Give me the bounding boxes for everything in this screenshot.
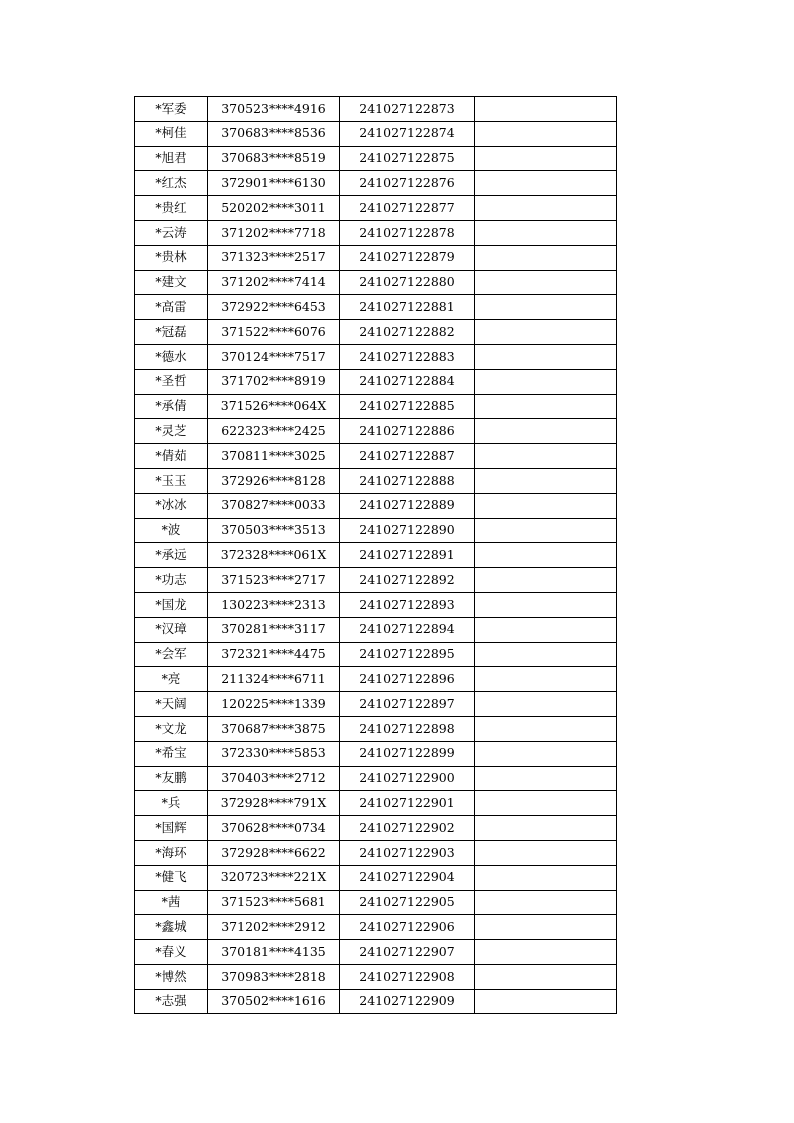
name-cell: *德水: [135, 344, 208, 369]
id-number-cell: 370403****2712: [208, 766, 340, 791]
remarks-cell: [475, 592, 617, 617]
name-cell: *旭君: [135, 146, 208, 171]
id-number-cell: 371202****2912: [208, 915, 340, 940]
table-row: [135, 320, 617, 345]
exam-number-cell: 241027122892: [340, 568, 475, 593]
name-cell: *茜: [135, 890, 208, 915]
remarks-cell: [475, 419, 617, 444]
exam-number-cell: 241027122885: [340, 394, 475, 419]
exam-number-cell: 241027122893: [340, 592, 475, 617]
table-row: [135, 766, 617, 791]
name-cell: *贵红: [135, 196, 208, 221]
remarks-cell: [475, 617, 617, 642]
name-cell: *健飞: [135, 865, 208, 890]
table-row: [135, 97, 617, 122]
remarks-cell: [475, 940, 617, 965]
table-row: [135, 865, 617, 890]
id-number-cell: 372922****6453: [208, 295, 340, 320]
name-cell: *汉璋: [135, 617, 208, 642]
table-row: [135, 964, 617, 989]
id-number-cell: 370281****3117: [208, 617, 340, 642]
table-row: [135, 220, 617, 245]
exam-number-cell: 241027122901: [340, 791, 475, 816]
remarks-cell: [475, 245, 617, 270]
table-row: [135, 617, 617, 642]
name-cell: *希宝: [135, 741, 208, 766]
exam-number-cell: 241027122891: [340, 543, 475, 568]
name-cell: *云涛: [135, 220, 208, 245]
exam-number-cell: 241027122897: [340, 692, 475, 717]
id-number-cell: 371323****2517: [208, 245, 340, 270]
exam-number-cell: 241027122889: [340, 493, 475, 518]
table-row: [135, 741, 617, 766]
table-row: [135, 692, 617, 717]
name-cell: *功志: [135, 568, 208, 593]
id-number-cell: 120225****1339: [208, 692, 340, 717]
exam-number-cell: 241027122896: [340, 667, 475, 692]
table-row: [135, 543, 617, 568]
name-cell: *国龙: [135, 592, 208, 617]
remarks-cell: [475, 915, 617, 940]
remarks-cell: [475, 121, 617, 146]
exam-number-cell: 241027122909: [340, 989, 475, 1014]
id-number-cell: 372321****4475: [208, 642, 340, 667]
name-cell: *波: [135, 518, 208, 543]
name-cell: *高雷: [135, 295, 208, 320]
name-cell: *玉玉: [135, 468, 208, 493]
table-row: [135, 840, 617, 865]
exam-number-cell: 241027122886: [340, 419, 475, 444]
remarks-cell: [475, 791, 617, 816]
remarks-cell: [475, 568, 617, 593]
table-row: [135, 295, 617, 320]
table-row: [135, 791, 617, 816]
id-number-cell: 372928****791X: [208, 791, 340, 816]
id-number-cell: 372328****061X: [208, 543, 340, 568]
table-row: [135, 444, 617, 469]
name-cell: *天阔: [135, 692, 208, 717]
exam-number-cell: 241027122888: [340, 468, 475, 493]
table-row: [135, 394, 617, 419]
exam-number-cell: 241027122895: [340, 642, 475, 667]
table-row: [135, 171, 617, 196]
remarks-cell: [475, 890, 617, 915]
table-row: [135, 915, 617, 940]
exam-number-cell: 241027122877: [340, 196, 475, 221]
remarks-cell: [475, 444, 617, 469]
table-row: [135, 890, 617, 915]
exam-number-cell: 241027122878: [340, 220, 475, 245]
id-number-cell: 520202****3011: [208, 196, 340, 221]
remarks-cell: [475, 716, 617, 741]
name-cell: *贵林: [135, 245, 208, 270]
remarks-cell: [475, 171, 617, 196]
exam-number-cell: 241027122902: [340, 816, 475, 841]
name-cell: *友鹏: [135, 766, 208, 791]
exam-number-cell: 241027122881: [340, 295, 475, 320]
id-number-cell: 371526****064X: [208, 394, 340, 419]
table-row: [135, 121, 617, 146]
id-number-cell: 211324****6711: [208, 667, 340, 692]
exam-number-cell: 241027122874: [340, 121, 475, 146]
name-cell: *冰冰: [135, 493, 208, 518]
id-number-cell: 370124****7517: [208, 344, 340, 369]
remarks-cell: [475, 741, 617, 766]
id-number-cell: 370811****3025: [208, 444, 340, 469]
exam-number-cell: 241027122879: [340, 245, 475, 270]
table-row: [135, 419, 617, 444]
table-row: [135, 816, 617, 841]
id-number-cell: 370983****2818: [208, 964, 340, 989]
roster-table-body: [135, 97, 617, 1014]
exam-number-cell: 241027122906: [340, 915, 475, 940]
exam-number-cell: 241027122887: [340, 444, 475, 469]
remarks-cell: [475, 295, 617, 320]
remarks-cell: [475, 220, 617, 245]
remarks-cell: [475, 518, 617, 543]
id-number-cell: 370683****8536: [208, 121, 340, 146]
remarks-cell: [475, 320, 617, 345]
name-cell: *军委: [135, 97, 208, 122]
id-number-cell: 371523****5681: [208, 890, 340, 915]
exam-number-cell: 241027122894: [340, 617, 475, 642]
name-cell: *亮: [135, 667, 208, 692]
remarks-cell: [475, 468, 617, 493]
id-number-cell: 370628****0734: [208, 816, 340, 841]
name-cell: *红杰: [135, 171, 208, 196]
table-row: [135, 344, 617, 369]
remarks-cell: [475, 270, 617, 295]
name-cell: *建文: [135, 270, 208, 295]
id-number-cell: 370687****3875: [208, 716, 340, 741]
remarks-cell: [475, 865, 617, 890]
table-row: [135, 716, 617, 741]
id-number-cell: 372926****8128: [208, 468, 340, 493]
remarks-cell: [475, 196, 617, 221]
remarks-cell: [475, 840, 617, 865]
roster-table: [134, 96, 617, 1014]
exam-number-cell: 241027122908: [340, 964, 475, 989]
remarks-cell: [475, 394, 617, 419]
remarks-cell: [475, 642, 617, 667]
id-number-cell: 622323****2425: [208, 419, 340, 444]
name-cell: *承倩: [135, 394, 208, 419]
id-number-cell: 370827****0033: [208, 493, 340, 518]
remarks-cell: [475, 97, 617, 122]
id-number-cell: 370502****1616: [208, 989, 340, 1014]
id-number-cell: 371523****2717: [208, 568, 340, 593]
exam-number-cell: 241027122882: [340, 320, 475, 345]
name-cell: *承远: [135, 543, 208, 568]
table-row: [135, 369, 617, 394]
remarks-cell: [475, 146, 617, 171]
table-row: [135, 245, 617, 270]
exam-number-cell: 241027122903: [340, 840, 475, 865]
exam-number-cell: 241027122898: [340, 716, 475, 741]
name-cell: *灵芝: [135, 419, 208, 444]
exam-number-cell: 241027122883: [340, 344, 475, 369]
table-row: [135, 493, 617, 518]
exam-number-cell: 241027122875: [340, 146, 475, 171]
exam-number-cell: 241027122905: [340, 890, 475, 915]
id-number-cell: 372330****5853: [208, 741, 340, 766]
remarks-cell: [475, 667, 617, 692]
table-row: [135, 667, 617, 692]
name-cell: *兵: [135, 791, 208, 816]
name-cell: *倩茹: [135, 444, 208, 469]
id-number-cell: 370523****4916: [208, 97, 340, 122]
table-row: [135, 592, 617, 617]
exam-number-cell: 241027122884: [340, 369, 475, 394]
remarks-cell: [475, 989, 617, 1014]
exam-number-cell: 241027122907: [340, 940, 475, 965]
id-number-cell: 372901****6130: [208, 171, 340, 196]
table-row: [135, 989, 617, 1014]
table-row: [135, 568, 617, 593]
remarks-cell: [475, 369, 617, 394]
exam-number-cell: 241027122873: [340, 97, 475, 122]
id-number-cell: 371522****6076: [208, 320, 340, 345]
name-cell: *国辉: [135, 816, 208, 841]
id-number-cell: 371202****7718: [208, 220, 340, 245]
id-number-cell: 370683****8519: [208, 146, 340, 171]
table-row: [135, 518, 617, 543]
id-number-cell: 371702****8919: [208, 369, 340, 394]
table-row: [135, 642, 617, 667]
remarks-cell: [475, 344, 617, 369]
table-row: [135, 468, 617, 493]
table-row: [135, 196, 617, 221]
id-number-cell: 320723****221X: [208, 865, 340, 890]
name-cell: *会军: [135, 642, 208, 667]
id-number-cell: 370181****4135: [208, 940, 340, 965]
id-number-cell: 371202****7414: [208, 270, 340, 295]
exam-number-cell: 241027122900: [340, 766, 475, 791]
name-cell: *圣哲: [135, 369, 208, 394]
id-number-cell: 370503****3513: [208, 518, 340, 543]
table-row: [135, 270, 617, 295]
name-cell: *柯佳: [135, 121, 208, 146]
remarks-cell: [475, 766, 617, 791]
remarks-cell: [475, 816, 617, 841]
exam-number-cell: 241027122876: [340, 171, 475, 196]
name-cell: *春义: [135, 940, 208, 965]
remarks-cell: [475, 964, 617, 989]
exam-number-cell: 241027122904: [340, 865, 475, 890]
name-cell: *鑫城: [135, 915, 208, 940]
exam-number-cell: 241027122880: [340, 270, 475, 295]
remarks-cell: [475, 543, 617, 568]
id-number-cell: 130223****2313: [208, 592, 340, 617]
name-cell: *博然: [135, 964, 208, 989]
name-cell: *文龙: [135, 716, 208, 741]
table-row: [135, 146, 617, 171]
table-row: [135, 940, 617, 965]
name-cell: *海环: [135, 840, 208, 865]
exam-number-cell: 241027122899: [340, 741, 475, 766]
exam-number-cell: 241027122890: [340, 518, 475, 543]
remarks-cell: [475, 493, 617, 518]
name-cell: *冠磊: [135, 320, 208, 345]
remarks-cell: [475, 692, 617, 717]
name-cell: *志强: [135, 989, 208, 1014]
id-number-cell: 372928****6622: [208, 840, 340, 865]
